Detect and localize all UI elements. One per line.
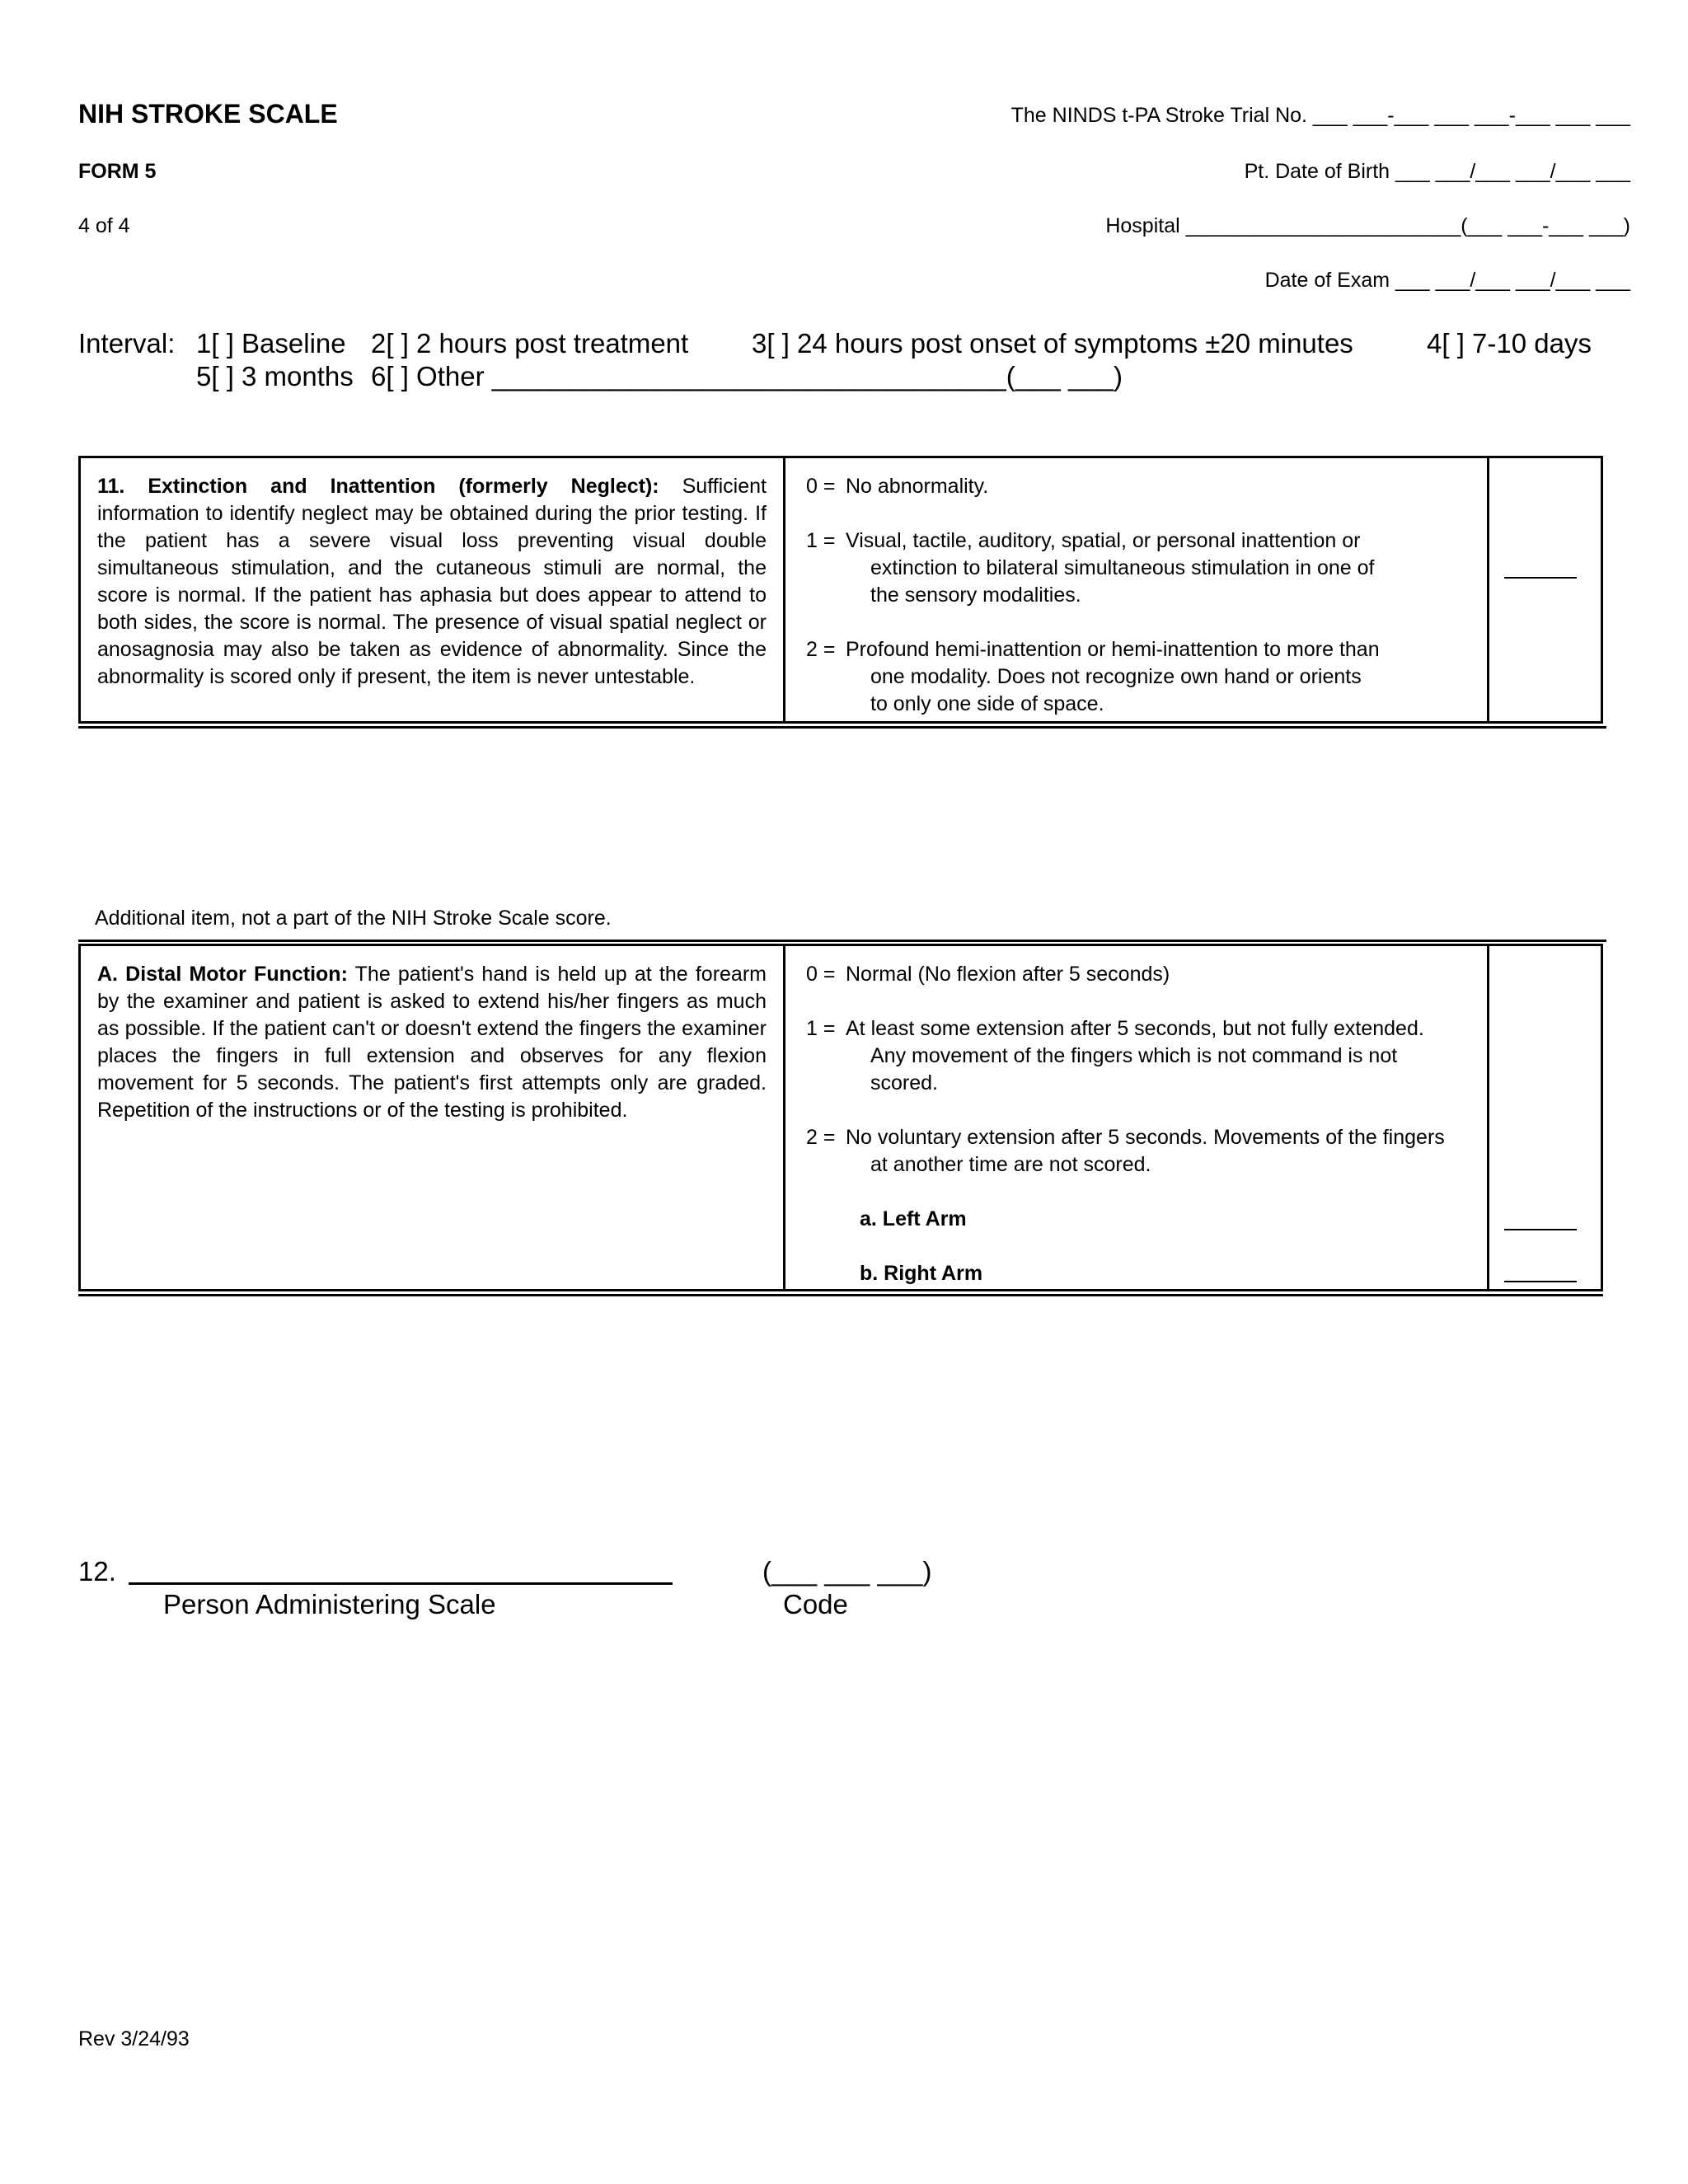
double-rule (78, 940, 1606, 942)
interval-baseline-checkbox[interactable]: 1[ ] Baseline (196, 328, 346, 359)
form-number: FORM 5 (78, 160, 157, 183)
page-indicator: 4 of 4 (78, 214, 130, 237)
item-11-option-0: 0 = No abnormality. (806, 475, 989, 498)
interval-label: Interval: (78, 328, 176, 359)
right-arm-label: b. Right Arm (860, 1262, 983, 1285)
item-11-heading: 11. Extinction and Inattention (formerly Neglect): (97, 475, 659, 498)
trial-number-field[interactable]: The NINDS t-PA Stroke Trial No. ___ ___-___ ___ ___-___ ___ ___ (1010, 104, 1630, 127)
item-12-number: 12. (78, 1556, 116, 1586)
item-11-description (97, 473, 767, 691)
interval-other-field[interactable]: 6[ ] Other __________________________________(___ ___) (371, 361, 1123, 391)
interval-7-10-days-checkbox[interactable]: 4[ ] 7-10 days (1427, 328, 1592, 359)
person-administering-label: Person Administering Scale (163, 1589, 496, 1619)
date-of-birth-field[interactable]: Pt. Date of Birth ___ ___/___ ___/___ ___ (1244, 160, 1630, 183)
revision-date: Rev 3/24/93 (78, 2027, 190, 2050)
left-arm-score-blank[interactable] (1504, 1229, 1577, 1230)
code-field[interactable]: (___ ___ ___) (762, 1556, 932, 1586)
hospital-field[interactable]: Hospital ________________________(___ ___-___ ___) (1105, 214, 1630, 237)
item-11-table (78, 456, 1603, 724)
item-a-description (97, 961, 767, 1124)
form-title: NIH STROKE SCALE (78, 99, 338, 129)
left-arm-label: a. Left Arm (860, 1207, 967, 1230)
item-11-text: Sufficient information to identify neglect may be obtained during the prior testing. If the patient has a severe visual loss preventing visual double simultaneous stimulation, and the cutaneous stimuli are normal, the score is normal. If the patient has aphasia but does appear to attend to both sides, the score is normal. The presence of visual spatial neglect or anosagnosia may also be taken as evidence of abnormality. Since the abnormality is scored only if present, the item is never untestable. (97, 475, 767, 688)
item-11-score-blank[interactable] (1504, 577, 1577, 579)
code-label: Code (783, 1589, 848, 1619)
interval-24-hours-checkbox[interactable]: 3[ ] 24 hours post onset of symptoms ±20 minutes (752, 328, 1353, 359)
item-11-option-2: 2 = Profound hemi-inattention or hemi-inattention to more than one modality. Does not recognize own hand or orients to only one side of space. (806, 638, 1380, 715)
exam-date-field[interactable]: Date of Exam ___ ___/___ ___/___ ___ (1264, 269, 1630, 292)
column-divider (1487, 458, 1489, 721)
column-divider (1487, 946, 1489, 1289)
item-a-option-0: 0 = Normal (No flexion after 5 seconds) (806, 963, 1170, 986)
interval-3-months-checkbox[interactable]: 5[ ] 3 months (196, 361, 354, 391)
person-administering-line[interactable] (129, 1582, 673, 1585)
interval-2-hours-checkbox[interactable]: 2[ ] 2 hours post treatment (371, 328, 689, 359)
double-rule (78, 1294, 1603, 1296)
item-a-heading: A. Distal Motor Function: (97, 963, 348, 986)
item-a-text: The patient's hand is held up at the forearm by the examiner and patient is asked to extend his/her fingers as much as possible. If the patient can't or doesn't extend the fingers the examiner places the fingers in full extension and observes for any flexion movement for 5 seconds. The patient's first attempts only are graded. Repetition of the instructions or of the testing is prohibited. (97, 963, 767, 1122)
double-rule (78, 726, 1606, 729)
additional-item-note: Additional item, not a part of the NIH Stroke Scale score. (95, 907, 612, 930)
item-a-option-1: 1 = At least some extension after 5 seconds, but not fully extended. Any movement of the fingers which is not command is not scored. (806, 1017, 1424, 1094)
right-arm-score-blank[interactable] (1504, 1281, 1577, 1282)
column-divider (783, 946, 785, 1289)
item-11-option-1: 1 = Visual, tactile, auditory, spatial, or personal inattention or extinction to bilateral simultaneous stimulation in one of the sensory modalities. (806, 529, 1375, 607)
item-a-table (78, 944, 1603, 1291)
item-a-option-2: 2 = No voluntary extension after 5 seconds. Movements of the fingers at another time are not scored. (806, 1126, 1445, 1176)
column-divider (783, 458, 785, 721)
